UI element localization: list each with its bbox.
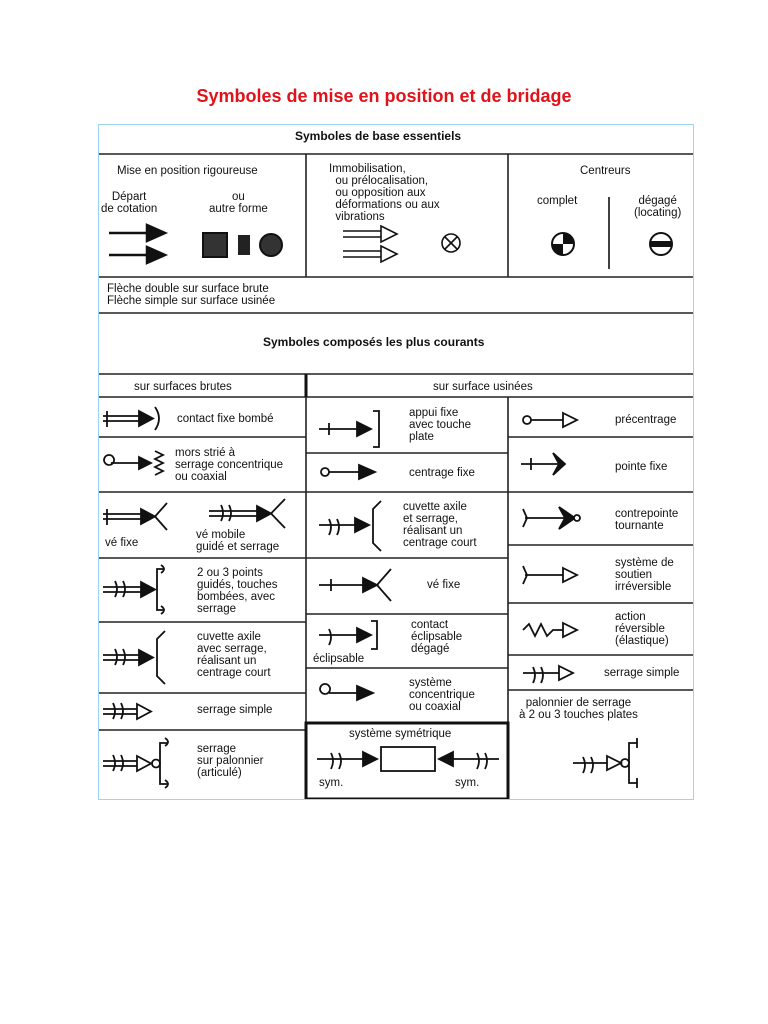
cuvette-brute-label: cuvette axile avec serrage, réalisant un centrage court — [197, 631, 271, 679]
centrage-fixe-label: centrage fixe — [409, 467, 475, 479]
cuvette-usinee-label: cuvette axile et serrage, réalisant un centrage court — [403, 501, 477, 549]
eclipsable-label: éclipsable — [313, 653, 365, 665]
ve-fixe-brute-label: vé fixe — [105, 537, 139, 549]
precentrage-label: précentrage — [615, 414, 677, 426]
points-guides-label: 2 ou 3 points guidés, touches bombées, avec serrage — [197, 567, 278, 615]
centrage-fixe-icon — [317, 461, 387, 483]
double-arrow-symbols-icon — [107, 221, 297, 269]
pointe-fixe-label: pointe fixe — [615, 461, 668, 473]
palonnier-usinee-label: palonnier de serrage à 2 ou 3 touches plates — [519, 697, 638, 721]
serrage-simple-usinee-icon — [519, 661, 585, 685]
basic-symbols-header: Symboles de base essentiels — [295, 129, 462, 143]
contrepointe-label: contrepointe tournante — [615, 508, 679, 532]
palonnier-usinee-icon — [569, 735, 659, 793]
serrage-simple-brute-icon — [101, 699, 161, 725]
palonnier-brute-icon — [101, 735, 193, 793]
autre-forme-label: ou autre forme — [209, 191, 268, 215]
centreurs-title: Centreurs — [580, 165, 631, 177]
systeme-concentrique-label: système concentrique ou coaxial — [409, 677, 475, 713]
mors-strie-icon — [101, 447, 171, 483]
appui-fixe-icon — [317, 407, 389, 451]
centreur-degage-icon — [650, 233, 672, 255]
soutien-irreversible-icon — [519, 561, 589, 589]
contact-eclipsable-label: contact éclipsable dégagé — [411, 619, 463, 655]
immobilisation-label: Immobilisation, ou prélocalisation, ou opposition aux déformations ou aux vibrations — [329, 163, 440, 223]
contrepointe-icon — [519, 501, 595, 535]
rigoureuse-title: Mise en position rigoureuse — [117, 165, 258, 177]
sym-right-label: sym. — [455, 777, 480, 789]
centreur-complet-label: complet — [537, 195, 578, 207]
serrage-simple-brute-label: serrage simple — [197, 704, 273, 716]
cuvette-brute-icon — [101, 627, 181, 687]
ve-fixe-brute-icon — [101, 499, 191, 539]
soutien-irreversible-label: système de soutien irréversible — [615, 557, 674, 593]
serrage-simple-usinee-label: serrage simple — [604, 667, 680, 679]
systeme-symetrique-icon — [313, 741, 503, 779]
ve-fixe-usinee-label: vé fixe — [427, 579, 461, 591]
ve-fixe-usinee-icon — [317, 565, 407, 607]
palonnier-brute-label: serrage sur palonnier (articulé) — [197, 743, 264, 779]
precentrage-icon — [519, 409, 589, 431]
contact-fixe-bombe-label: contact fixe bombé — [177, 413, 274, 425]
immobilisation-arrows-icon — [339, 223, 469, 267]
systeme-concentrique-icon — [317, 677, 387, 711]
centreurs-icons — [539, 189, 689, 269]
contact-fixe-bombe-icon — [101, 405, 169, 433]
page-title: Symboles de mise en position et de bridage — [196, 86, 572, 106]
composed-symbols-header: Symboles composés les plus courants — [263, 335, 485, 349]
sym-left-label: sym. — [319, 777, 344, 789]
depart-label: Départ de cotation — [101, 191, 158, 215]
ve-mobile-label: vé mobile guidé et serrage — [196, 529, 280, 553]
centreur-degage-label: dégagé (locating) — [634, 195, 682, 219]
fleche-note: Flèche double sur surface brute Flèche simple sur surface usinée — [107, 283, 276, 307]
points-guides-icon — [101, 563, 181, 615]
action-reversible-icon — [519, 617, 589, 643]
centreur-complet-icon — [552, 233, 574, 255]
systeme-symetrique-label: système symétrique — [349, 728, 452, 740]
cuvette-usinee-icon — [317, 497, 397, 555]
brutes-header: sur surfaces brutes — [134, 381, 232, 393]
mors-strie-label: mors strié à serrage concentrique ou coaxial — [175, 447, 284, 483]
usinees-header: sur surface usinées — [433, 381, 533, 393]
contact-eclipsable-icon — [317, 617, 393, 653]
symbols-sheet — [98, 124, 694, 800]
appui-fixe-label: appui fixe avec touche plate — [409, 407, 472, 443]
ve-mobile-icon — [205, 497, 299, 531]
action-reversible-label: action réversible (élastique) — [615, 611, 669, 647]
pointe-fixe-icon — [519, 447, 589, 481]
